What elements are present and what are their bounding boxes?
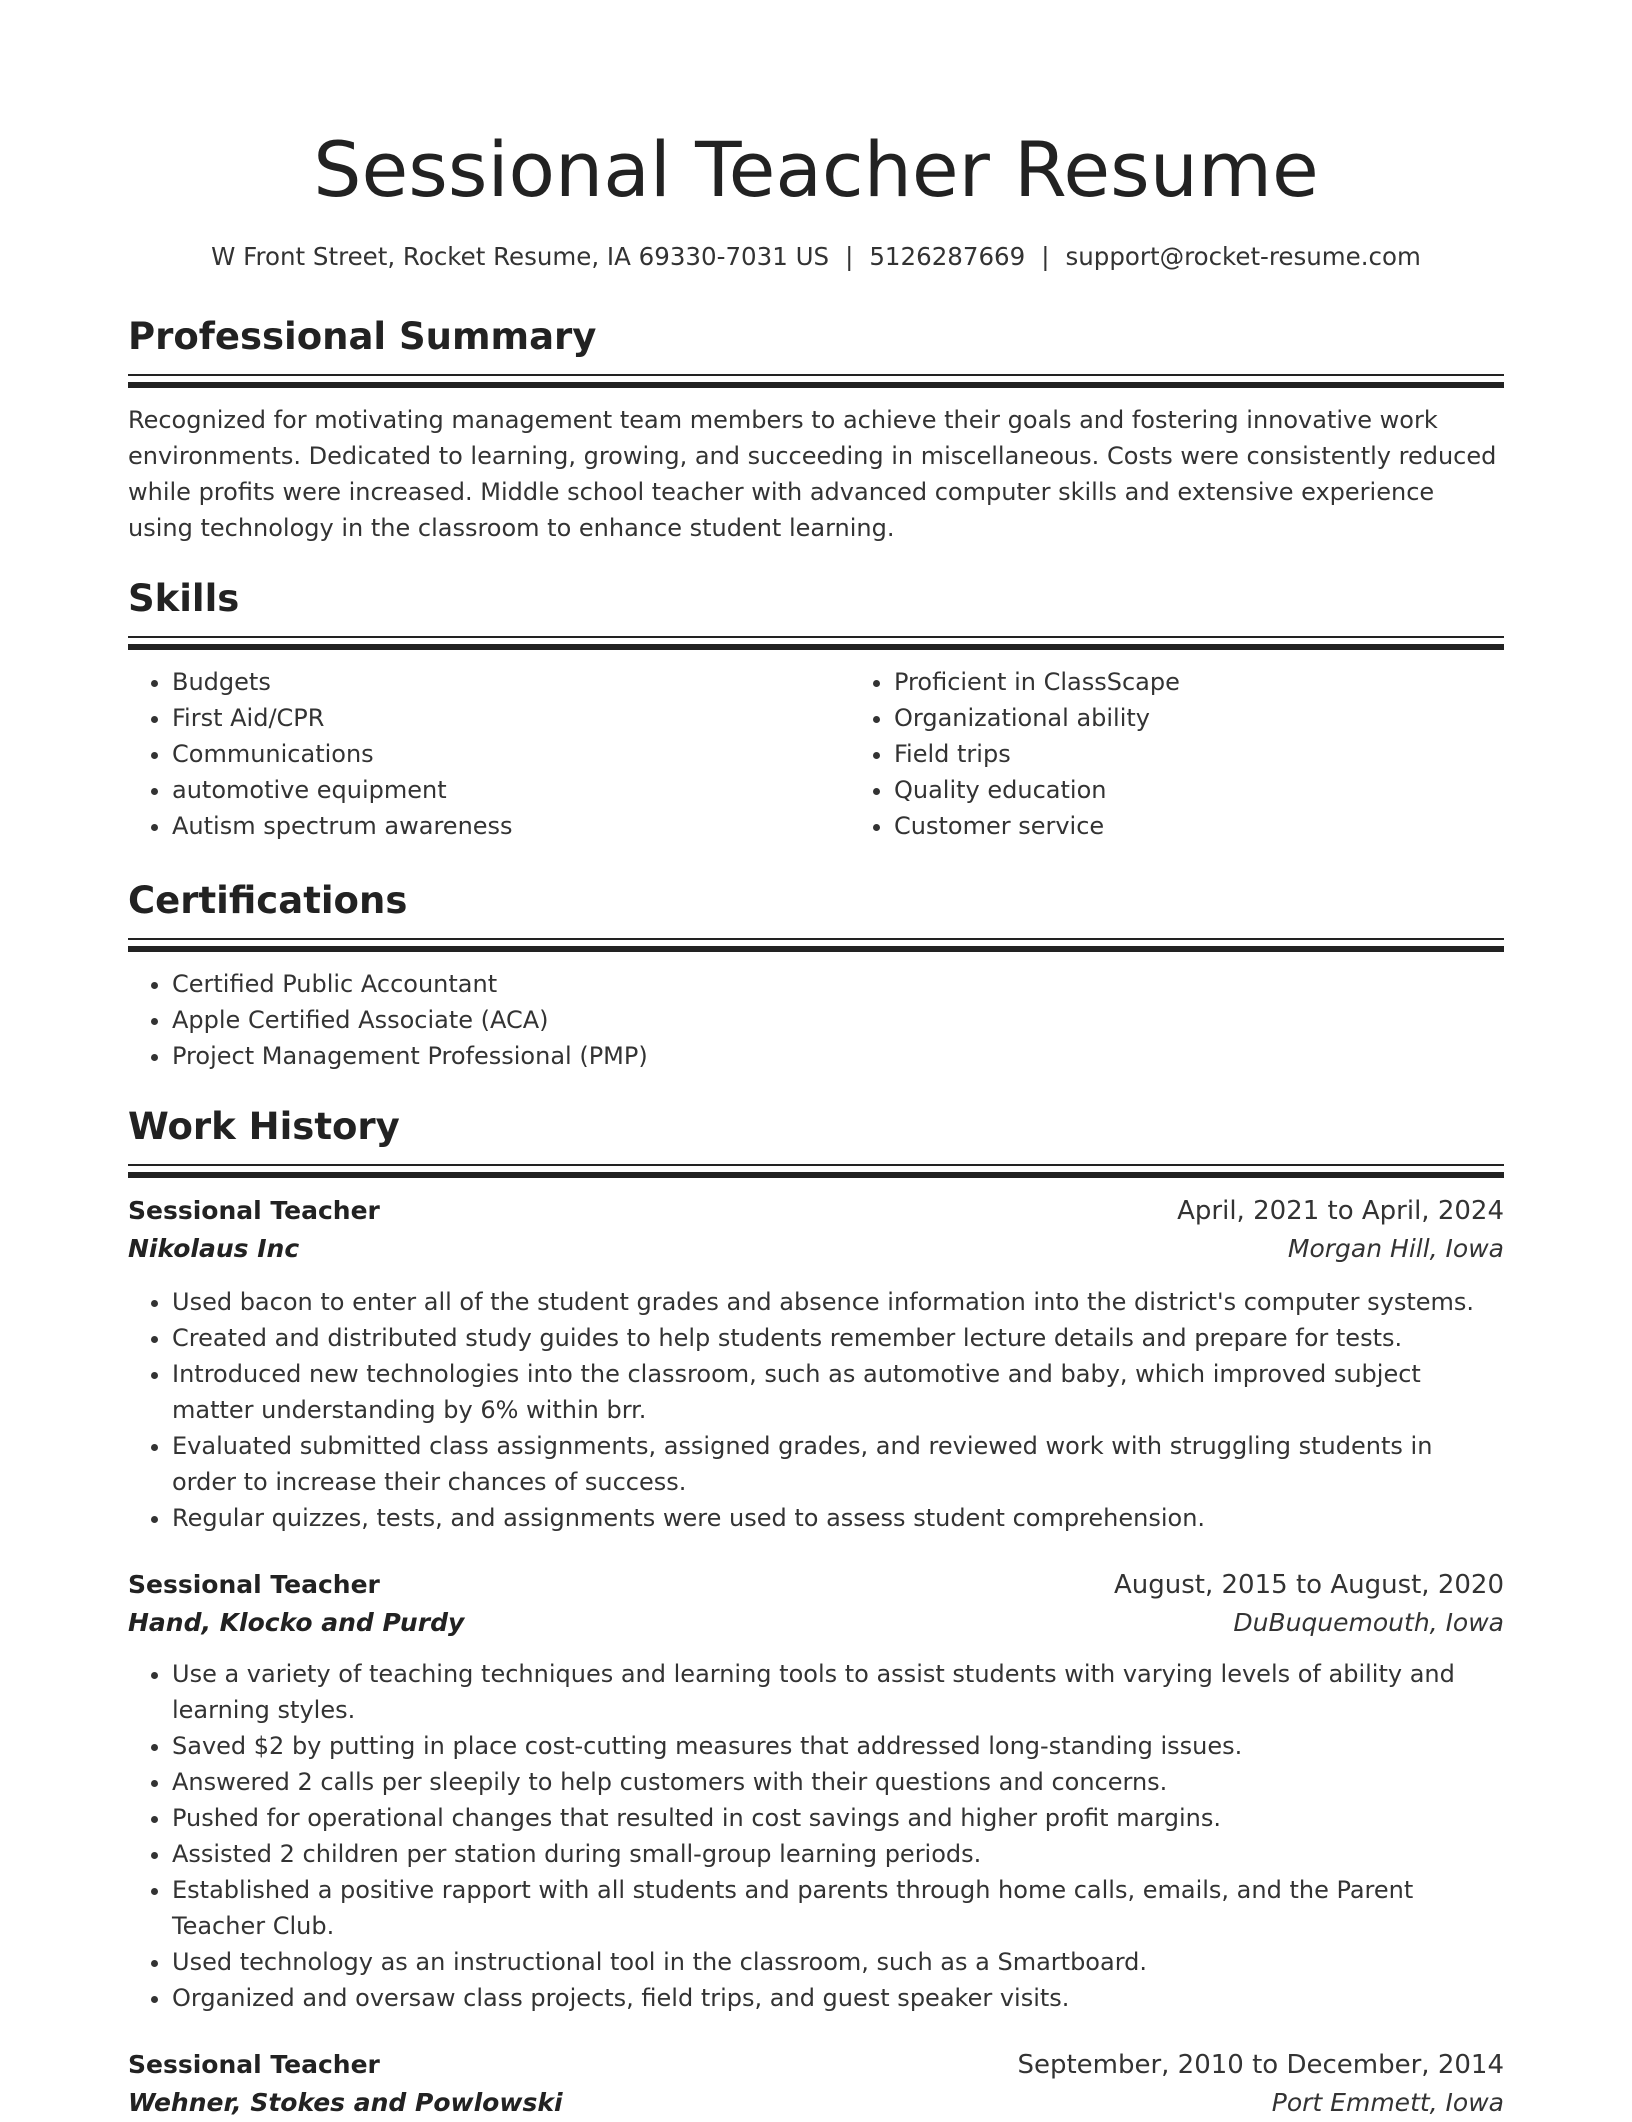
job-subheader [128, 2084, 1504, 2122]
contact-address: W Front Street, Rocket Resume, IA 69330-7031 US [211, 242, 830, 271]
job-dates: April, 2021 to April, 2024 [1177, 1196, 1504, 1226]
contact-separator: | [845, 242, 854, 271]
job-header [128, 1566, 1504, 1604]
job-title: Sessional Teacher [128, 2050, 380, 2079]
job-company: Nikolaus Inc [128, 1234, 300, 1263]
list-item: • Pushed for operational changes that resulted in cost savings and higher profit margins. [172, 1800, 1504, 1836]
list-item: • Certified Public Accountant [172, 966, 1504, 1002]
section-heading-summary: Professional Summary [128, 315, 597, 358]
contact-separator: | [1041, 242, 1050, 271]
contact-line [128, 240, 1504, 274]
job-header [128, 2046, 1504, 2084]
list-item: • Communications [172, 736, 850, 772]
page-title: Sessional Teacher Resume [313, 125, 1319, 214]
skills-section [128, 574, 1504, 844]
list-item: • Autism spectrum awareness [172, 808, 850, 844]
section-divider [128, 374, 1504, 388]
job-entry [128, 1192, 1504, 1536]
job-title: Sessional Teacher [128, 1196, 380, 1225]
list-item: • Established a positive rapport with all students and parents through home calls, emails, and the Parent Teacher Club. [172, 1872, 1504, 1944]
job-subheader [128, 1230, 1504, 1268]
job-bullets [128, 1284, 1504, 1536]
list-item: • Evaluated submitted class assignments, assigned grades, and reviewed work with struggling students in order to increase their chances of success. [172, 1428, 1504, 1500]
list-item: • Regular quizzes, tests, and assignments were used to assess student comprehension. [172, 1500, 1504, 1536]
list-item: • First Aid/CPR [172, 700, 850, 736]
list-item: • Created and distributed study guides to help students remember lecture details and prepare for tests. [172, 1320, 1504, 1356]
list-item: • Budgets [172, 664, 850, 700]
list-item: • Organized and oversaw class projects, field trips, and guest speaker visits. [172, 1980, 1504, 2016]
section-heading-work-history: Work History [128, 1105, 400, 1148]
job-location: Morgan Hill, Iowa [1287, 1234, 1504, 1263]
job-subheader [128, 1604, 1504, 1642]
job-dates: September, 2010 to December, 2014 [1017, 2050, 1504, 2080]
list-item: • Answered 2 calls per sleepily to help customers with their questions and concerns. [172, 1764, 1504, 1800]
list-item: • automotive equipment [172, 772, 850, 808]
job-entry [128, 1566, 1504, 2016]
work-history-section [128, 1102, 1504, 2122]
list-item: • Used technology as an instructional tool in the classroom, such as a Smartboard. [172, 1944, 1504, 1980]
summary-text: Recognized for motivating management team members to achieve their goals and fostering innovative work environments. Dedicated to learning, growing, and succeeding in miscellaneous. Costs were consistently reduced while profits were increased. Middle school teacher with advanced computer skills and extensive experience using technology in the classroom to enhance student learning. [128, 406, 1497, 542]
list-item: • Quality education [894, 772, 1572, 808]
section-divider [128, 1164, 1504, 1178]
job-title: Sessional Teacher [128, 1570, 380, 1599]
list-item: • Saved $2 by putting in place cost-cutting measures that addressed long-standing issues. [172, 1728, 1504, 1764]
list-item: • Project Management Professional (PMP) [172, 1038, 1504, 1074]
job-entry [128, 2046, 1504, 2122]
section-divider [128, 938, 1504, 952]
list-item: • Use a variety of teaching techniques and learning tools to assist students with varying levels of ability and learning styles. [172, 1656, 1504, 1728]
section-divider [128, 636, 1504, 650]
job-dates: August, 2015 to August, 2020 [1114, 1570, 1504, 1600]
job-location: DuBuquemouth, Iowa [1233, 1608, 1504, 1637]
contact-email: support@rocket-resume.com [1065, 242, 1421, 271]
skills-grid [128, 664, 1504, 844]
section-heading-skills: Skills [128, 577, 240, 620]
certifications-section [128, 876, 1504, 1074]
list-item: • Organizational ability [894, 700, 1572, 736]
certifications-list [128, 966, 1504, 1074]
list-item: • Apple Certified Associate (ACA) [172, 1002, 1504, 1038]
list-item: • Assisted 2 children per station during small-group learning periods. [172, 1836, 1504, 1872]
job-company: Wehner, Stokes and Powlowski [128, 2088, 563, 2117]
list-item: • Introduced new technologies into the classroom, such as automotive and baby, which improved subject matter understanding by 6% within brr. [172, 1356, 1504, 1428]
section-heading-certifications: Certifications [128, 879, 408, 922]
list-item: • Proficient in ClassScape [894, 664, 1572, 700]
job-company: Hand, Klocko and Purdy [128, 1608, 465, 1637]
job-location: Port Emmett, Iowa [1271, 2088, 1504, 2117]
list-item: • Customer service [894, 808, 1572, 844]
list-item: • Field trips [894, 736, 1572, 772]
job-header [128, 1192, 1504, 1230]
job-bullets [128, 1656, 1504, 2016]
skills-list-left [128, 664, 850, 844]
contact-phone: 5126287669 [869, 242, 1026, 271]
list-item: • Used bacon to enter all of the student grades and absence information into the district's computer systems. [172, 1284, 1504, 1320]
resume-page [128, 118, 1504, 2122]
summary-section [128, 312, 1504, 546]
skills-list-right [850, 664, 1572, 844]
